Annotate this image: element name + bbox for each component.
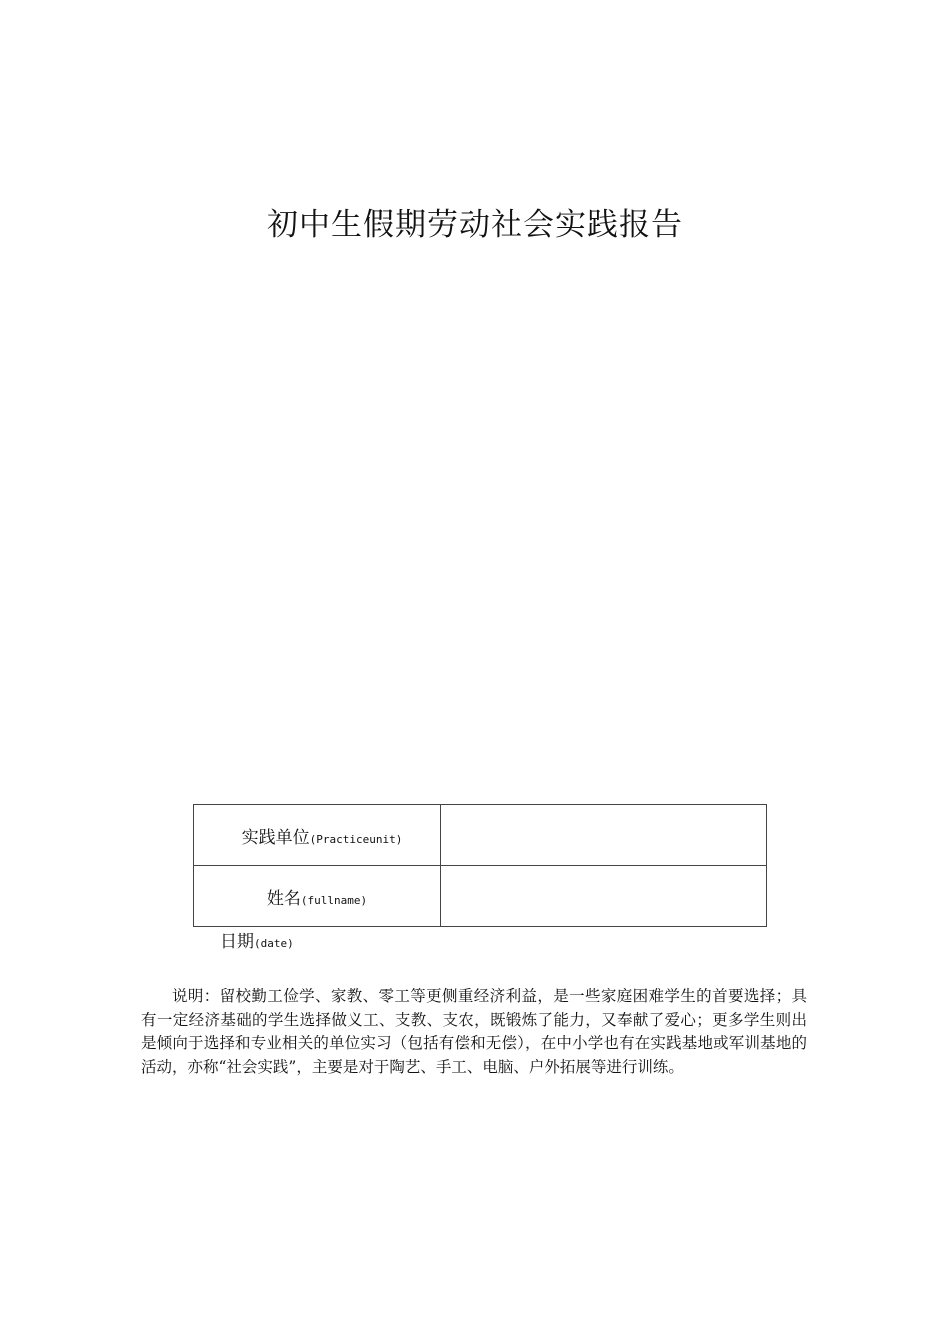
date-label: 日期 — [220, 932, 254, 952]
info-table — [193, 804, 767, 927]
fullname-label-en: (fullname) — [300, 893, 368, 907]
fullname-label-cell — [194, 866, 441, 927]
date-line — [220, 930, 294, 956]
practice-unit-label-wrapper — [232, 828, 403, 848]
fullname-label: 姓名 — [266, 888, 301, 909]
date-label-en: (date) — [254, 937, 294, 950]
practice-unit-label: 实践单位 — [241, 827, 310, 848]
page-title: 初中生假期劳动社会实践报告 — [267, 207, 683, 243]
practice-unit-value-cell[interactable] — [441, 805, 767, 866]
table-row-practice-unit — [194, 805, 767, 866]
practice-unit-label-cell — [194, 805, 441, 866]
note-paragraph: 说明：留校勤工俭学、家教、零工等更侧重经济利益，是一些家庭困难学生的首要选择；具有一定经济基础的学生选择做义工、支教、支农，既锻炼了能力，又奉献了爱心；更多学生则出是倾向于选择和专业相关的单位实习（包括有偿和无偿），在中小学也有在实践基地或军训基地的活动，亦称“社会实践”，主要是对于陶艺、手工、电脑、户外拓展等进行训练。 — [141, 987, 807, 1076]
table-row-fullname — [194, 866, 767, 927]
fullname-value-cell[interactable] — [441, 866, 767, 927]
practice-unit-label-en: (Practiceunit) — [309, 832, 403, 846]
